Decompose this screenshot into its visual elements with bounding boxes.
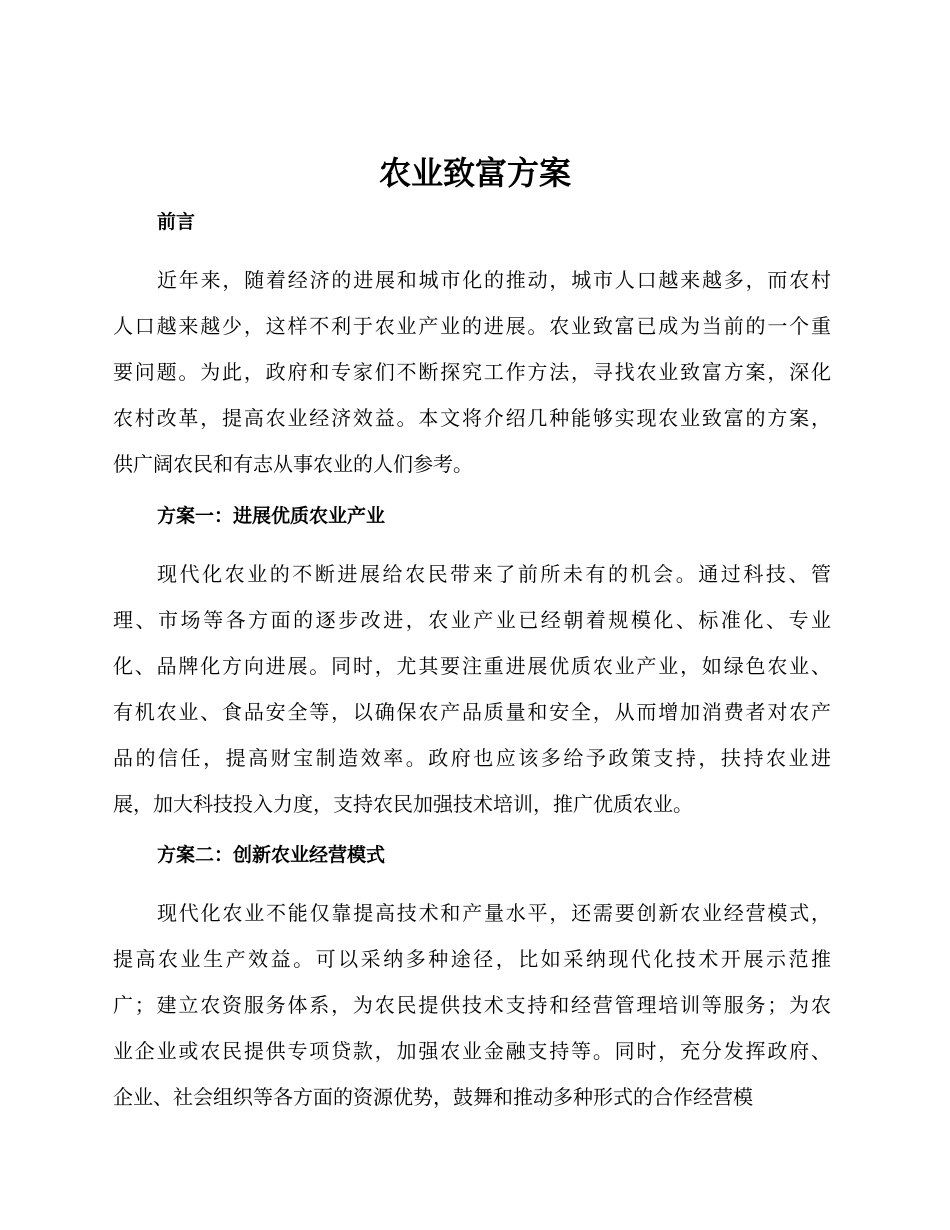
section-paragraph-plan-2 <box>113 890 831 1120</box>
section-heading-preface: 前言 <box>157 211 196 233</box>
paragraph-line: 广；建立农资服务体系，为农民提供技术支持和经营管理培训等服务；为农 <box>113 993 831 1017</box>
paragraph-line: 农村改革，提高农业经济效益。本文将介绍几种能够实现农业致富的方案， <box>113 406 831 430</box>
paragraph-line: 化、品牌化方向进展。同时，尤其要注重进展优质农业产业，如绿色农业、 <box>113 654 831 678</box>
paragraph-line: 理、市场等各方面的逐步改进，农业产业已经朝着规模化、标准化、专业 <box>113 608 831 632</box>
paragraph-line: 现代化农业的不断进展给农民带来了前所未有的机会。通过科技、管 <box>157 562 831 586</box>
paragraph-line: 提高农业生产效益。可以采纳多种途径，比如采纳现代化技术开展示范推 <box>113 947 831 971</box>
paragraph-line: 品的信任，提高财宝制造效率。政府也应该多给予政策支持，扶持农业进 <box>113 746 831 770</box>
paragraph-line: 近年来，随着经济的进展和城市化的推动，城市人口越来越多，而农村 <box>157 268 831 292</box>
paragraph-line: 业企业或农民提供专项贷款，加强农业金融支持等。同时，充分发挥政府、 <box>113 1039 831 1063</box>
document-title: 农业致富方案 <box>378 154 571 192</box>
paragraph-line: 企业、社会组织等各方面的资源优势，鼓舞和推动多种形式的合作经营模 <box>113 1085 753 1109</box>
paragraph-line: 人口越来越少，这样不利于农业产业的进展。农业致富已成为当前的一个重 <box>113 314 831 338</box>
section-heading-plan-1: 方案一：进展优质农业产业 <box>157 505 386 527</box>
section-paragraph-preface <box>113 257 831 487</box>
paragraph-line: 要问题。为此，政府和专家们不断探究工作方法，寻找农业致富方案，深化 <box>113 360 831 384</box>
paragraph-line: 现代化农业不能仅靠提高技术和产量水平，还需要创新农业经营模式， <box>157 901 831 925</box>
section-paragraph-plan-1 <box>113 551 831 827</box>
paragraph-line: 供广阔农民和有志从事农业的人们参考。 <box>113 452 473 476</box>
section-heading-plan-2: 方案二：创新农业经营模式 <box>157 844 386 866</box>
paragraph-line: 展，加大科技投入力度，支持农民加强技术培训，推广优质农业。 <box>113 792 693 816</box>
paragraph-line: 有机农业、食品安全等，以确保农产品质量和安全，从而增加消费者对农产 <box>113 700 831 724</box>
